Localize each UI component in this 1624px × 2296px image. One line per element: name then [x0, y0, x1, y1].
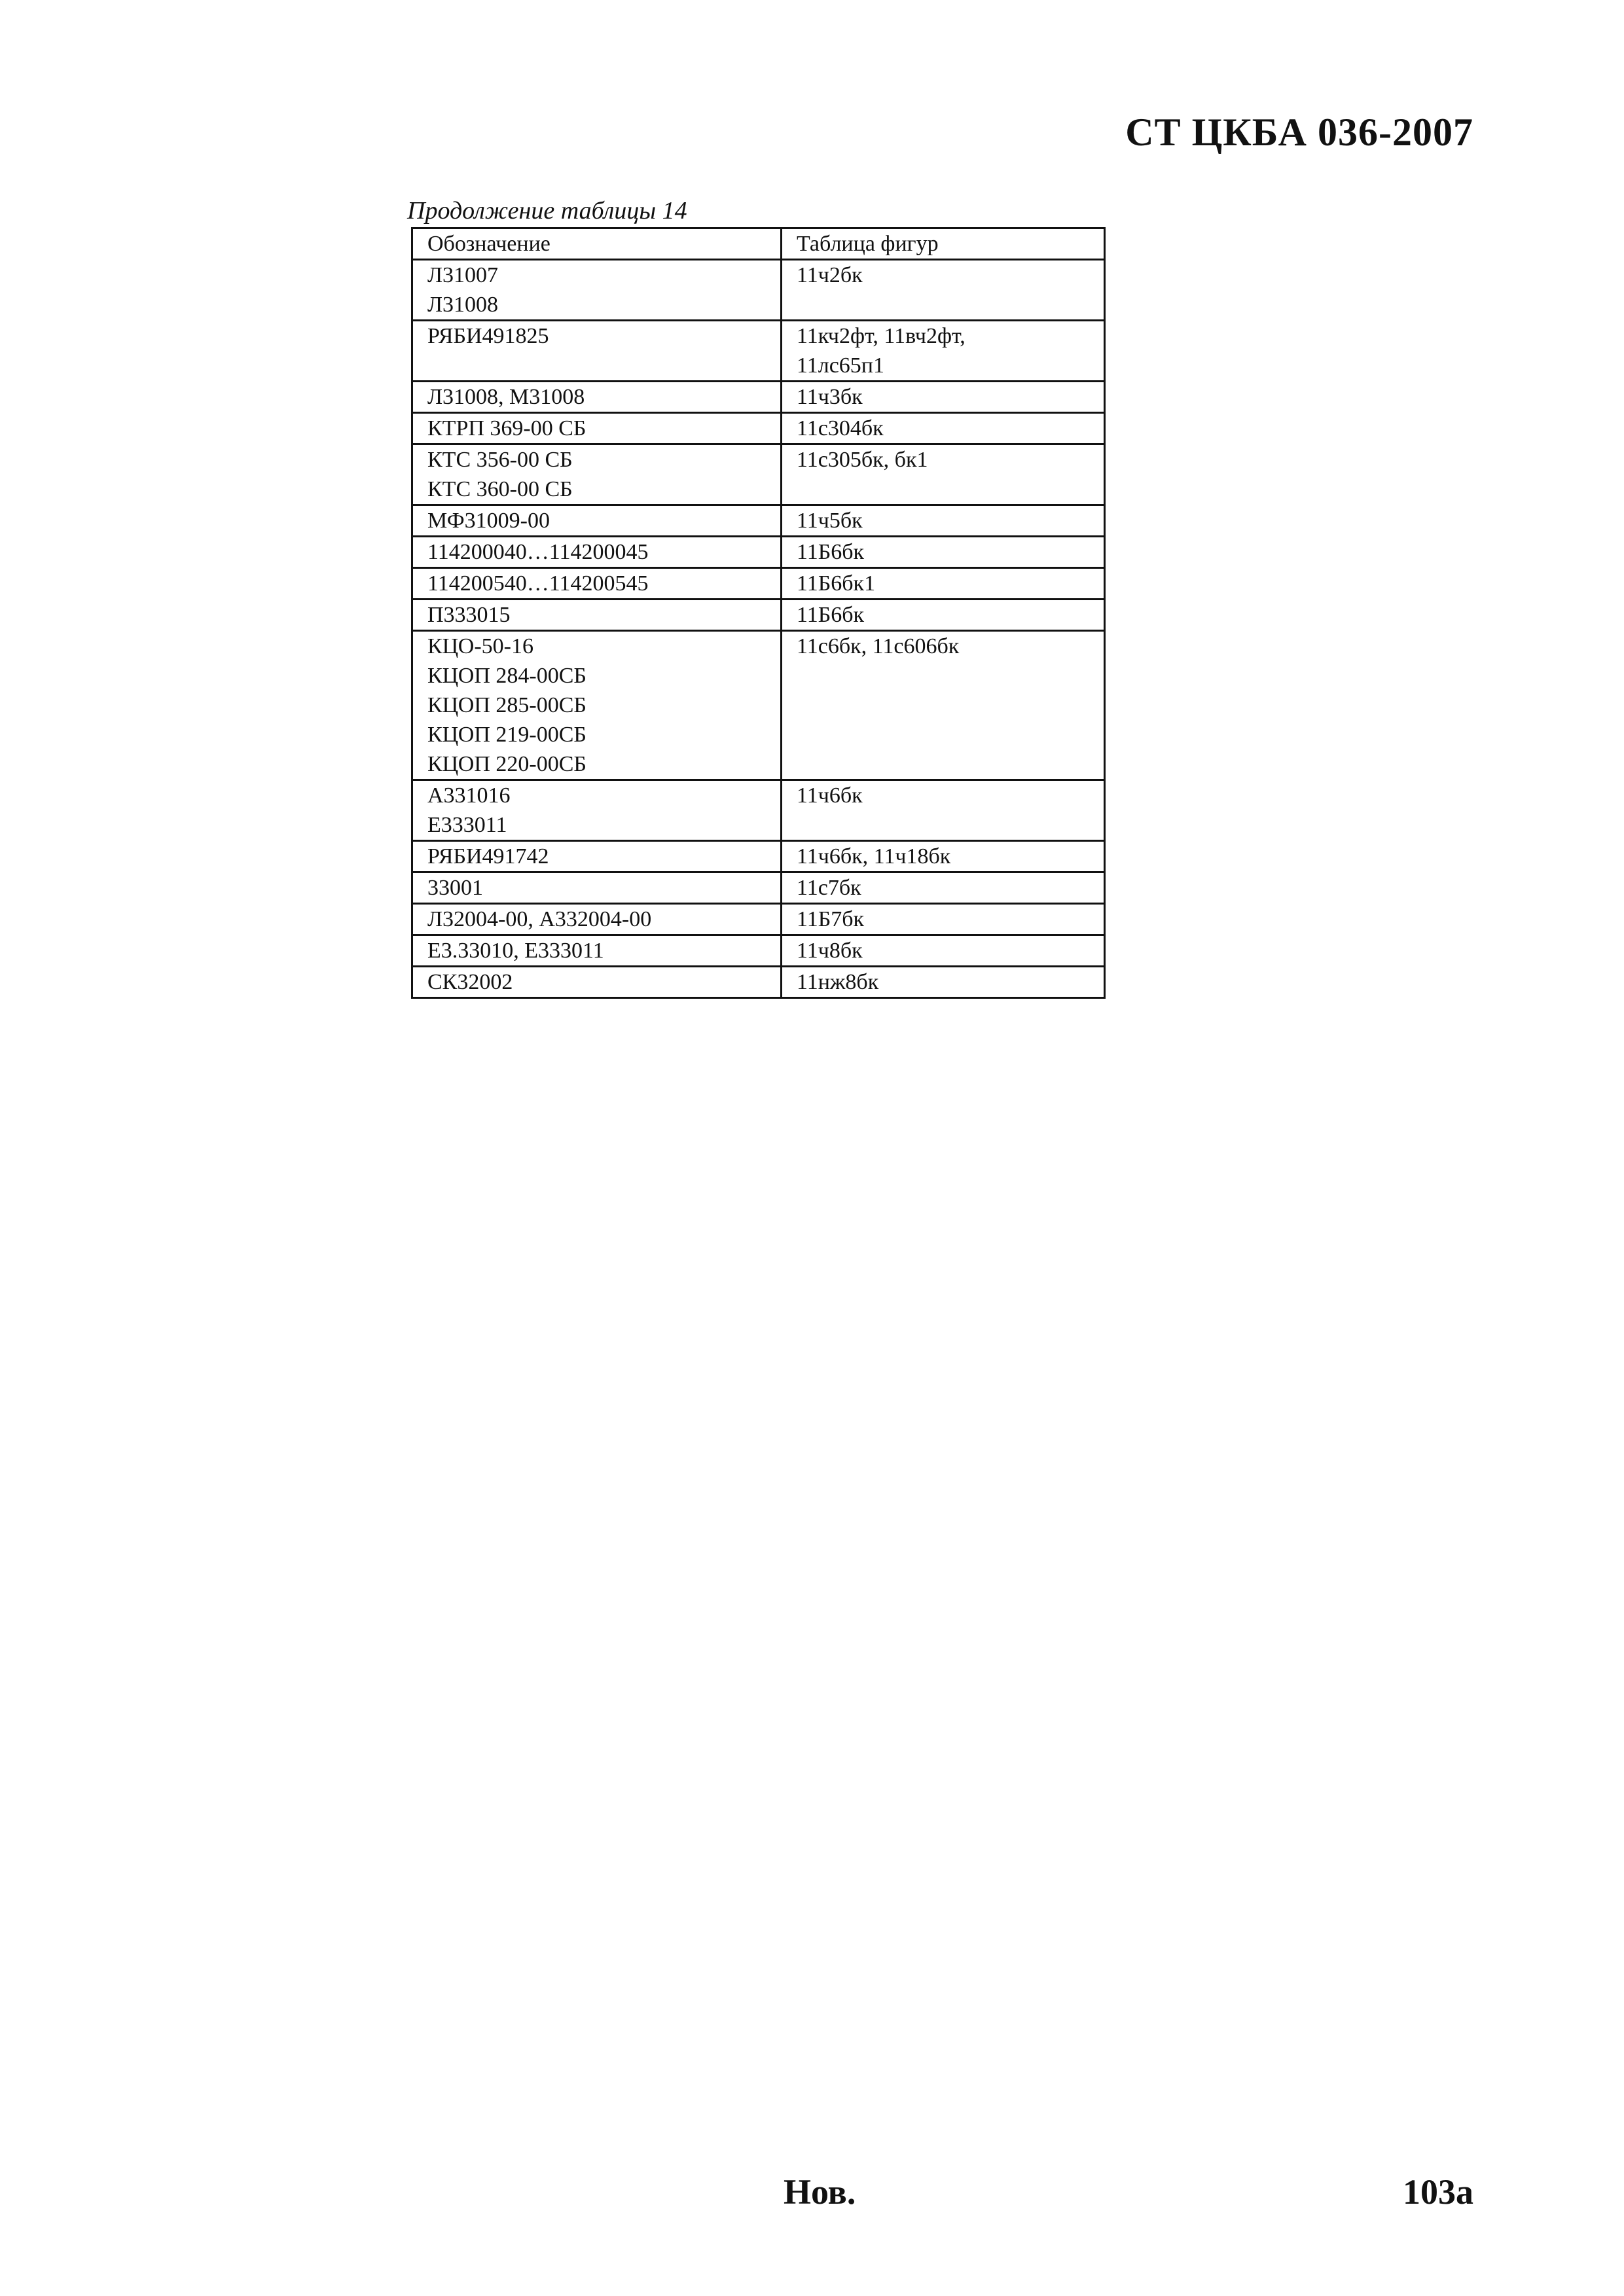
table-row [412, 780, 1105, 841]
designation-cell-line: РЯБИ491825 [427, 324, 549, 348]
table-row [412, 444, 1105, 505]
figures-cell-line: 11кч2фт, 11вч2фт, [797, 324, 965, 348]
figures-cell [782, 321, 1105, 382]
designation-cell-line: 114200540…114200545 [427, 571, 649, 596]
figures-cell-line: 11Б6бк [797, 540, 865, 564]
figures-cell-line: 11с7бк [797, 876, 861, 900]
figures-cell-line: 11Б6бк [797, 603, 865, 627]
designation-cell [412, 872, 782, 904]
table-row [412, 568, 1105, 600]
table-row [412, 967, 1105, 998]
page-number: 103а [1403, 2172, 1473, 2212]
designation-cell-line: Л31008, М31008 [427, 385, 585, 409]
figures-cell [782, 382, 1105, 413]
table-row [412, 260, 1105, 321]
table-row [412, 505, 1105, 537]
table-caption: Продолжение таблицы 14 [407, 197, 687, 224]
figures-cell-line: 11ч2бк [797, 263, 863, 287]
designation-cell [412, 935, 782, 967]
designation-cell-line: РЯБИ491742 [427, 844, 549, 869]
figures-cell-line: 11Б7бк [797, 907, 865, 931]
figures-cell [782, 780, 1105, 841]
designation-cell [412, 260, 782, 321]
revision-status: Нов. [784, 2172, 856, 2212]
figures-cell [782, 444, 1105, 505]
table-row [412, 872, 1105, 904]
table-row [412, 537, 1105, 568]
table-row [412, 382, 1105, 413]
designation-cell-line: КТС 360-00 СБ [427, 477, 573, 501]
table-row [412, 600, 1105, 631]
designation-cell [412, 967, 782, 998]
figures-cell [782, 904, 1105, 935]
designation-cell-line: А331016 [427, 783, 511, 808]
table-row [412, 321, 1105, 382]
figures-cell [782, 935, 1105, 967]
figures-cell [782, 568, 1105, 600]
designation-cell [412, 568, 782, 600]
table-row [412, 413, 1105, 444]
designation-cell-line: 114200040…114200045 [427, 540, 649, 564]
table-row [412, 631, 1105, 780]
figures-cell-line: 11ч6бк [797, 783, 863, 808]
designation-cell [412, 537, 782, 568]
designation-cell-line: КЦОП 284-00СБ [427, 664, 586, 688]
designation-cell-line: П333015 [427, 603, 511, 627]
figures-cell [782, 537, 1105, 568]
figures-cell [782, 841, 1105, 872]
designation-cell-line: КТС 356-00 СБ [427, 448, 573, 472]
designation-cell-line: Л31007 [427, 263, 499, 287]
designation-cell [412, 505, 782, 537]
document-code: СТ ЦКБА 036-2007 [1125, 111, 1473, 154]
designation-cell [412, 321, 782, 382]
column-header-designation: Обозначение [412, 228, 782, 260]
designation-cell-line: КЦОП 220-00СБ [427, 752, 586, 776]
designation-cell-line: МФ31009-00 [427, 509, 550, 533]
designation-cell [412, 841, 782, 872]
figures-cell-line: 11лс65п1 [797, 353, 884, 378]
figures-cell [782, 967, 1105, 998]
figures-cell [782, 631, 1105, 780]
designation-cell-line: Е333011 [427, 813, 507, 837]
figures-cell [782, 413, 1105, 444]
table-body [412, 260, 1105, 998]
figures-cell-line: 11с305бк, бк1 [797, 448, 928, 472]
designation-cell-line: КЦО-50-16 [427, 634, 533, 658]
figures-cell-line: 11ч8бк [797, 939, 863, 963]
designation-cell-line: КТРП 369-00 СБ [427, 416, 586, 440]
designation-cell-line: СК32002 [427, 970, 513, 994]
column-header-figures: Таблица фигур [782, 228, 1105, 260]
figures-cell [782, 872, 1105, 904]
figures-cell [782, 600, 1105, 631]
table-row [412, 935, 1105, 967]
figures-cell-line: 11с6бк, 11с606бк [797, 634, 960, 658]
designation-cell-line: 33001 [427, 876, 483, 900]
figures-cell-line: 11ч6бк, 11ч18бк [797, 844, 951, 869]
designation-cell [412, 382, 782, 413]
designation-cell [412, 631, 782, 780]
designation-cell-line: Л31008 [427, 293, 499, 317]
designation-cell [412, 413, 782, 444]
table-row [412, 904, 1105, 935]
table-row [412, 841, 1105, 872]
figures-cell-line: 11ч5бк [797, 509, 863, 533]
figures-cell-line: 11с304бк [797, 416, 884, 440]
designation-cell [412, 780, 782, 841]
designation-cell [412, 444, 782, 505]
figures-cell-line: 11Б6бк1 [797, 571, 876, 596]
designation-cell-line: КЦОП 285-00СБ [427, 693, 586, 717]
designation-cell [412, 600, 782, 631]
designation-cell-line: Л32004-00, А332004-00 [427, 907, 652, 931]
designation-cell-line: КЦОП 219-00СБ [427, 723, 586, 747]
table-header-row [412, 228, 1105, 260]
designation-cell-line: Е3.33010, Е333011 [427, 939, 604, 963]
figures-table [411, 227, 1106, 999]
figures-cell-line: 11ч3бк [797, 385, 863, 409]
figures-cell-line: 11нж8бк [797, 970, 879, 994]
designation-cell [412, 904, 782, 935]
figures-cell [782, 505, 1105, 537]
figures-cell [782, 260, 1105, 321]
